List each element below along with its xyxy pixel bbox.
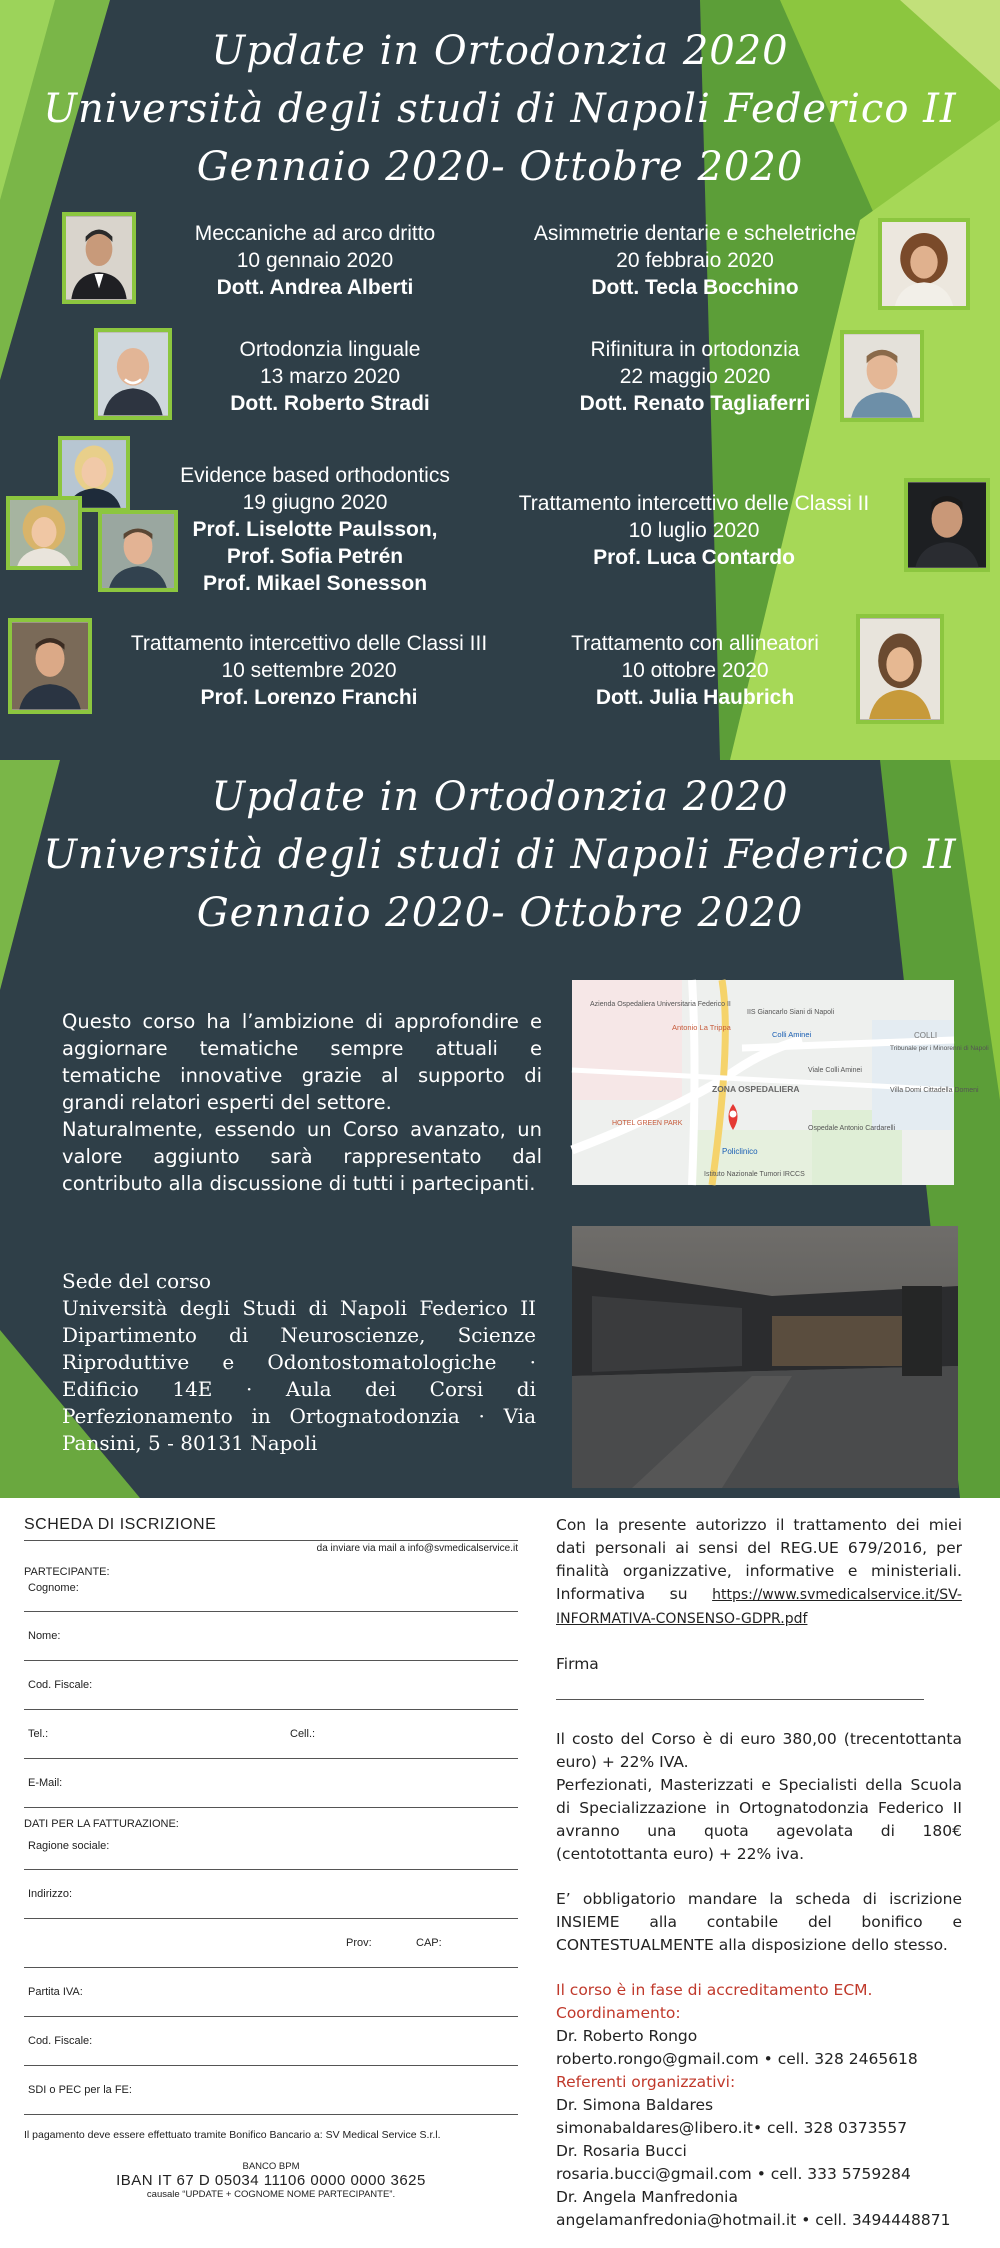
lecture-card bbox=[150, 462, 480, 597]
cap-label: CAP: bbox=[416, 1937, 442, 1949]
map-label: Tribunale per i Minorenni di Napoli bbox=[890, 1045, 989, 1052]
venue-title: Sede del corso bbox=[62, 1269, 212, 1293]
photo-julia-haubrich bbox=[856, 614, 944, 724]
lecture-speaker: Prof. Liselotte Paulsson, bbox=[192, 518, 438, 541]
photo-renato-tagliaferri bbox=[840, 330, 924, 422]
lecture-speaker: Prof. Luca Contardo bbox=[593, 546, 795, 569]
coordination-label: Coordinamento: bbox=[556, 2004, 681, 2022]
title-line-2: Università degli studi di Napoli Federico II bbox=[43, 86, 957, 132]
participant-section-label: PARTECIPANTE: bbox=[24, 1566, 110, 1578]
lecture-date: 20 febbraio 2020 bbox=[616, 249, 774, 272]
organizer-name: Dr. Angela Manfredonia bbox=[556, 2188, 738, 2206]
lecture-topic: Rifinitura in ortodonzia bbox=[590, 338, 800, 361]
address-field[interactable]: Indirizzo: bbox=[24, 1870, 518, 1919]
second-title bbox=[0, 768, 1000, 942]
photo-lorenzo-franchi bbox=[8, 618, 92, 714]
lecture-topic: Asimmetrie dentarie e scheletriche bbox=[533, 222, 857, 245]
lecture-card bbox=[104, 630, 514, 711]
map-label: Azienda Ospedaliera Universitaria Federico II bbox=[590, 1001, 731, 1008]
payment-note: Il pagamento deve essere effettuato tramite Bonifico Bancario a: SV Medical Service S.r.l. bbox=[24, 2129, 441, 2141]
payment-causale: causale “UPDATE + COGNOME NOME PARTECIPANTE”. bbox=[146, 2189, 396, 2200]
title-line-1: Update in Ortodonzia 2020 bbox=[211, 28, 789, 74]
lecture-speaker: Dott. Julia Haubrich bbox=[595, 686, 795, 709]
registration-form bbox=[24, 1516, 518, 2200]
bank-details bbox=[24, 2161, 518, 2200]
organizer-contact: angelamanfredonia@hotmail.it • cell. 3494448871 bbox=[556, 2211, 951, 2229]
venue-address: Università degli Studi di Napoli Federico II Dipartimento di Neuroscienze, Scienze Riproduttive e Odontostomatologiche · Edificio 14E · Aula dei Corsi di Perfezionamento in Ortognatodonzia · Via Pansini, 5 - 80131 Napoli bbox=[62, 1296, 536, 1455]
course-cost: Il costo del Corso è di euro 380,00 (trecentottanta euro) + 22% IVA. bbox=[556, 1730, 962, 1771]
lecture-topic: Meccaniche ad arco dritto bbox=[194, 222, 436, 245]
organizer-name: Dr. Simona Baldares bbox=[556, 2096, 714, 2114]
course-venue bbox=[62, 1268, 536, 1457]
photo-luca-contardo bbox=[904, 478, 990, 572]
signature-line[interactable] bbox=[556, 1676, 924, 1700]
lecture-date: 10 luglio 2020 bbox=[628, 519, 760, 542]
iban: IBAN IT 67 D 05034 11106 0000 0000 3625 bbox=[116, 2172, 426, 2189]
lecture-date: 22 maggio 2020 bbox=[619, 365, 771, 388]
name-field[interactable]: Nome: bbox=[24, 1612, 518, 1661]
lecture-date: 10 settembre 2020 bbox=[221, 659, 397, 682]
photo-roberto-stradi bbox=[94, 328, 172, 420]
lecture-date: 10 gennaio 2020 bbox=[236, 249, 394, 272]
organizer-contact: rosaria.bucci@gmail.com • cell. 333 5759284 bbox=[556, 2165, 911, 2183]
form-title: SCHEDA DI ISCRIZIONE bbox=[24, 1516, 217, 1533]
lecture-card bbox=[500, 220, 890, 301]
map-label: ZONA OSPEDALIERA bbox=[712, 1084, 800, 1094]
map-label: Villa Domi Cittadella Domeni bbox=[890, 1087, 979, 1094]
lecture-speaker: Prof. Lorenzo Franchi bbox=[200, 686, 418, 709]
lecture-card bbox=[150, 220, 480, 301]
coordinator-name: Dr. Roberto Rongo bbox=[556, 2027, 698, 2045]
lecture-date: 19 giugno 2020 bbox=[242, 491, 388, 514]
form-send-note: da inviare via mail a info@svmedicalservice.it bbox=[24, 1540, 518, 1554]
organizers-label: Referenti organizzativi: bbox=[556, 2073, 736, 2091]
billing-fiscal-code-field[interactable]: Cod. Fiscale: bbox=[24, 2017, 518, 2066]
course-description bbox=[62, 1008, 542, 1197]
location-map[interactable] bbox=[572, 980, 989, 1185]
lecture-speaker: Prof. Sofia Petrén bbox=[226, 545, 404, 568]
lecture-card bbox=[540, 630, 850, 711]
signature-label: Firma bbox=[556, 1655, 599, 1673]
organizer-name: Dr. Rosaria Bucci bbox=[556, 2142, 687, 2160]
title-line-1: Update in Ortodonzia 2020 bbox=[211, 774, 789, 820]
map-label: Colli Aminei bbox=[772, 1030, 812, 1039]
photo-sofia-petren bbox=[6, 496, 82, 570]
map-label: IIS Giancarlo Siani di Napoli bbox=[747, 1009, 835, 1016]
lecture-speaker: Dott. Tecla Bocchino bbox=[591, 276, 799, 299]
phone-field[interactable]: Tel.: Cell.: bbox=[24, 1710, 518, 1759]
lecture-card bbox=[540, 336, 850, 417]
discount-info: Perfezionati, Masterizzati e Specialisti della Scuola di Specializzazione in Ortognatodonzia Federico II avranno una quota agevolata di 180€ (centotottanta euro) + 22% iva. bbox=[556, 1776, 962, 1863]
title-line-3: Gennaio 2020- Ottobre 2020 bbox=[196, 890, 804, 936]
lecture-speaker: Prof. Mikael Sonesson bbox=[202, 572, 428, 595]
lecture-card bbox=[488, 490, 900, 571]
map-label: COLLI bbox=[914, 1031, 938, 1040]
surname-field[interactable]: Cognome: bbox=[24, 1578, 518, 1612]
mandatory-note: E’ obbligatorio mandare la scheda di iscrizione INSIEME alla contabile del bonifico e CONTESTUALMENTE alla disposizione dello stesso. bbox=[556, 1890, 962, 1954]
lecture-date: 10 ottobre 2020 bbox=[621, 659, 769, 682]
title-line-2: Università degli studi di Napoli Federico II bbox=[43, 832, 957, 878]
description-paragraph: Naturalmente, essendo un Corso avanzato, un valore aggiunto sarà rappresentato dal contributo alla discussione di tutti i partecipanti. bbox=[62, 1118, 542, 1195]
province-label: Prov: bbox=[346, 1937, 372, 1949]
top-title bbox=[0, 22, 1000, 196]
sdi-pec-field[interactable]: SDI o PEC per la FE: bbox=[24, 2066, 518, 2115]
lecture-speaker: Dott. Roberto Stradi bbox=[230, 392, 430, 415]
privacy-consent: Con la presente autorizzo il trattamento dei miei dati personali ai sensi del REG.UE 679/2016, per finalità organizzative, informative e ministeriali. Informativa su https://www.svmedicalservice.it/SV-INFORMATIVA-CONSENSO-GDPR.pdf bbox=[556, 1516, 962, 1627]
lecture-topic: Trattamento intercettivo delle Classi III bbox=[130, 632, 488, 655]
description-paragraph: Questo corso ha l’ambizione di approfondire e aggiornare tematiche sempre attuali e tematiche innovative grazie al supporto di grandi relatori esperti del settore. bbox=[62, 1010, 542, 1114]
lecture-date: 13 marzo 2020 bbox=[259, 365, 401, 388]
lecture-topic: Ortodonzia linguale bbox=[239, 338, 421, 361]
fiscal-code-field[interactable]: Cod. Fiscale: bbox=[24, 1661, 518, 1710]
lecture-topic: Trattamento con allineatori bbox=[571, 632, 819, 655]
ecm-note: Il corso è in fase di accreditamento ECM. bbox=[556, 1981, 873, 1999]
lecture-topic: Trattamento intercettivo delle Classi II bbox=[518, 492, 870, 515]
lecture-speaker: Dott. Andrea Alberti bbox=[216, 276, 414, 299]
map-label: Ospedale Antonio Cardarelli bbox=[808, 1125, 896, 1132]
title-line-3: Gennaio 2020- Ottobre 2020 bbox=[196, 144, 804, 190]
map-label: Viale Colli Aminei bbox=[808, 1067, 862, 1074]
lecture-speaker: Dott. Renato Tagliaferri bbox=[579, 392, 811, 415]
company-name-field[interactable]: Ragione sociale: bbox=[24, 1830, 518, 1870]
organizer-contact: simonabaldares@libero.it• cell. 328 0373557 bbox=[556, 2119, 908, 2137]
province-cap-field[interactable] bbox=[24, 1919, 518, 1968]
bank-name: BANCO BPM bbox=[242, 2161, 300, 2172]
photo-tecla-bocchino bbox=[878, 218, 970, 310]
map-graphic bbox=[572, 980, 989, 1185]
map-label: HOTEL GREEN PARK bbox=[612, 1120, 683, 1127]
map-label: Antonio La Trippa bbox=[672, 1023, 731, 1032]
billing-section-label: DATI PER LA FATTURAZIONE: bbox=[24, 1818, 179, 1830]
coordinator-contact: roberto.rongo@gmail.com • cell. 328 2465618 bbox=[556, 2050, 918, 2068]
lecture-card bbox=[180, 336, 480, 417]
lecture-topic: Evidence based orthodontics bbox=[180, 464, 450, 487]
map-label: Policlinico bbox=[722, 1147, 758, 1156]
cell-field-label: Cell.: bbox=[290, 1728, 316, 1740]
photo-andrea-alberti bbox=[62, 212, 136, 304]
map-label: Istituto Nazionale Tumori IRCCS bbox=[704, 1171, 805, 1178]
privacy-link[interactable]: https://www.svmedicalservice.it/SV-INFORMATIVA-CONSENSO-GDPR.pdf bbox=[556, 1587, 962, 1627]
vat-field[interactable]: Partita IVA: bbox=[24, 1968, 518, 2017]
building-photo bbox=[572, 1226, 958, 1488]
email-field[interactable]: E-Mail: bbox=[24, 1759, 518, 1808]
info-column bbox=[556, 1514, 962, 2232]
